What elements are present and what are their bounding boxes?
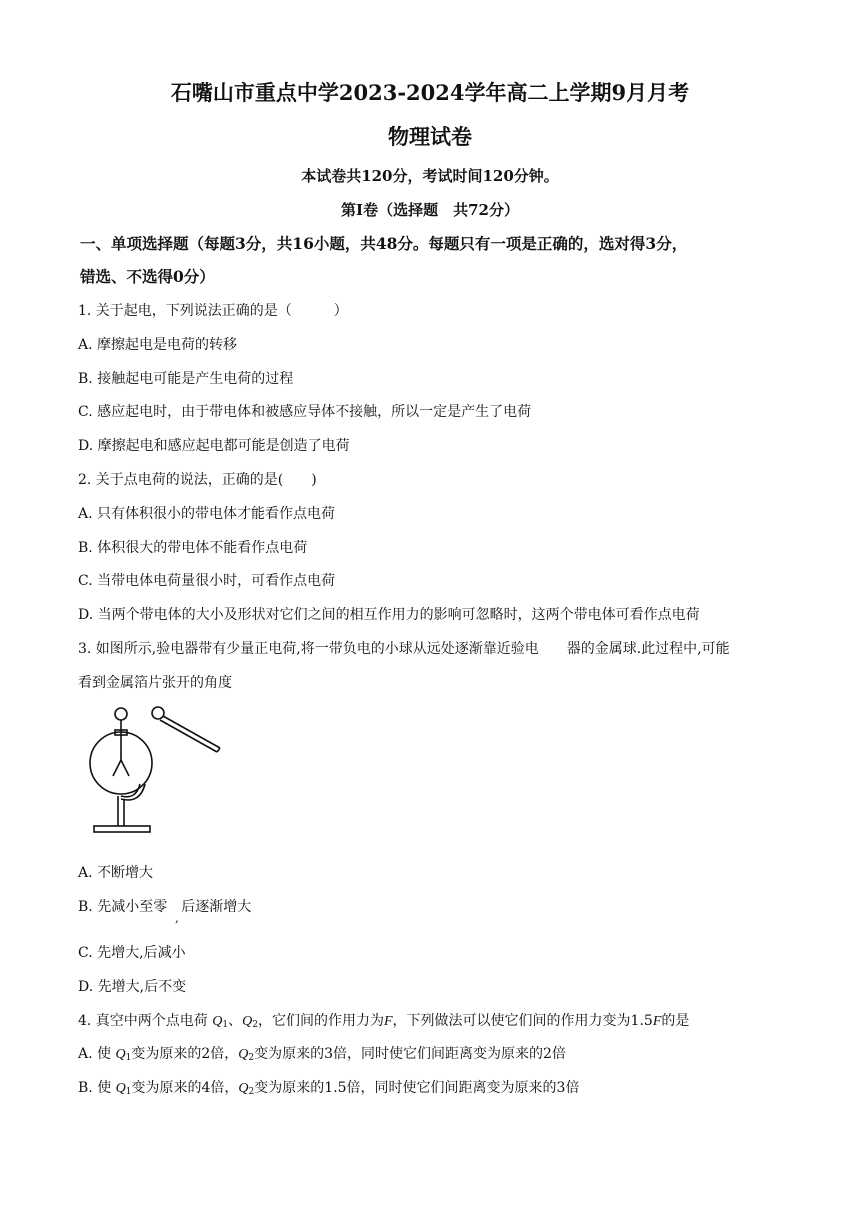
electroscope-leaf-right xyxy=(121,760,129,776)
q3-stem-line1: 3. 如图所示,验电器带有少量正电荷,将一带负电的小球从远处逐渐靠近验电 器的金属球.此过程中,可能 xyxy=(78,641,730,657)
q2-option-b: B. 体积很大的带电体不能看作点电荷 xyxy=(78,540,308,556)
q1-option-a: A. 摩擦起电是电荷的转移 xyxy=(78,337,238,353)
charged-ball xyxy=(152,707,164,719)
q3-option-a: A. 不断增大 xyxy=(78,865,154,881)
q4-stem: 4. 真空中两个点电荷 $Q_1$、$Q_2$，它们间的作用力为F，下列做法可以使它们间的作用力变为1.5F的是 xyxy=(78,1013,690,1030)
q2-option-d: D. 当两个带电体的大小及形状对它们之间的相互作用力的影响可忽略时，这两个带电体可看作点电荷 xyxy=(78,607,700,623)
q2-option-c: C. 当带电体电荷量很小时，可看作点电荷 xyxy=(78,573,336,589)
electroscope-leaf-left xyxy=(113,760,121,776)
exam-title: 石嘴山市重点中学2023-2024学年高二上学期9月月考 xyxy=(170,80,690,105)
q3-option-c: C. 先增大,后减小 xyxy=(78,945,186,961)
part-heading: 第Ⅰ卷（选择题 共72分） xyxy=(341,201,519,219)
electroscope-ball xyxy=(115,708,127,720)
q4-option-a: A. 使 $Q_1$变为原来的2倍，$Q_2$变为原来的3倍，同时使它们间距离变为原来的2倍 xyxy=(78,1046,566,1063)
q2-stem: 2. 关于点电荷的说法，正确的是( ) xyxy=(78,472,317,488)
ball-handle-bottom xyxy=(160,720,217,752)
exam-info: 本试卷共120分，考试时间120分钟。 xyxy=(301,167,559,185)
electroscope-base xyxy=(94,826,150,832)
electroscope-stand-arc xyxy=(121,784,140,797)
q3-option-d: D. 先增大,后不变 xyxy=(78,979,187,995)
q1-option-d: D. 摩擦起电和感应起电都可能是创造了电荷 xyxy=(78,438,350,454)
ball-handle-top xyxy=(163,716,220,748)
q3-option-b: B. 先减小至零 后逐渐增大 xyxy=(78,899,252,915)
q1-option-c: C. 感应起电时，由于带电体和被感应导体不接触，所以一定是产生了电荷 xyxy=(78,404,532,420)
section-heading-line1: 一、单项选择题（每题3分，共16小题，共48分。每题只有一项是正确的，选对得3分， xyxy=(80,234,688,253)
q2-option-a: A. 只有体积很小的带电体才能看作点电荷 xyxy=(78,506,336,522)
electroscope-figure xyxy=(88,700,228,842)
q3-stem-line2: 看到金属箔片张开的角度 xyxy=(78,675,232,691)
q4-option-b: B. 使 $Q_1$变为原来的4倍，$Q_2$变为原来的1.5倍，同时使它们间距离变为原来的3倍 xyxy=(78,1080,580,1097)
exam-subtitle: 物理试卷 xyxy=(388,124,472,149)
section-heading-line2: 错选、不选得0分） xyxy=(80,267,215,286)
q1-option-b: B. 接触起电可能是产生电荷的过程 xyxy=(78,371,294,387)
q3-option-b-mark: , xyxy=(175,911,179,925)
q1-stem: 1. 关于起电，下列说法正确的是（ ） xyxy=(78,303,348,319)
